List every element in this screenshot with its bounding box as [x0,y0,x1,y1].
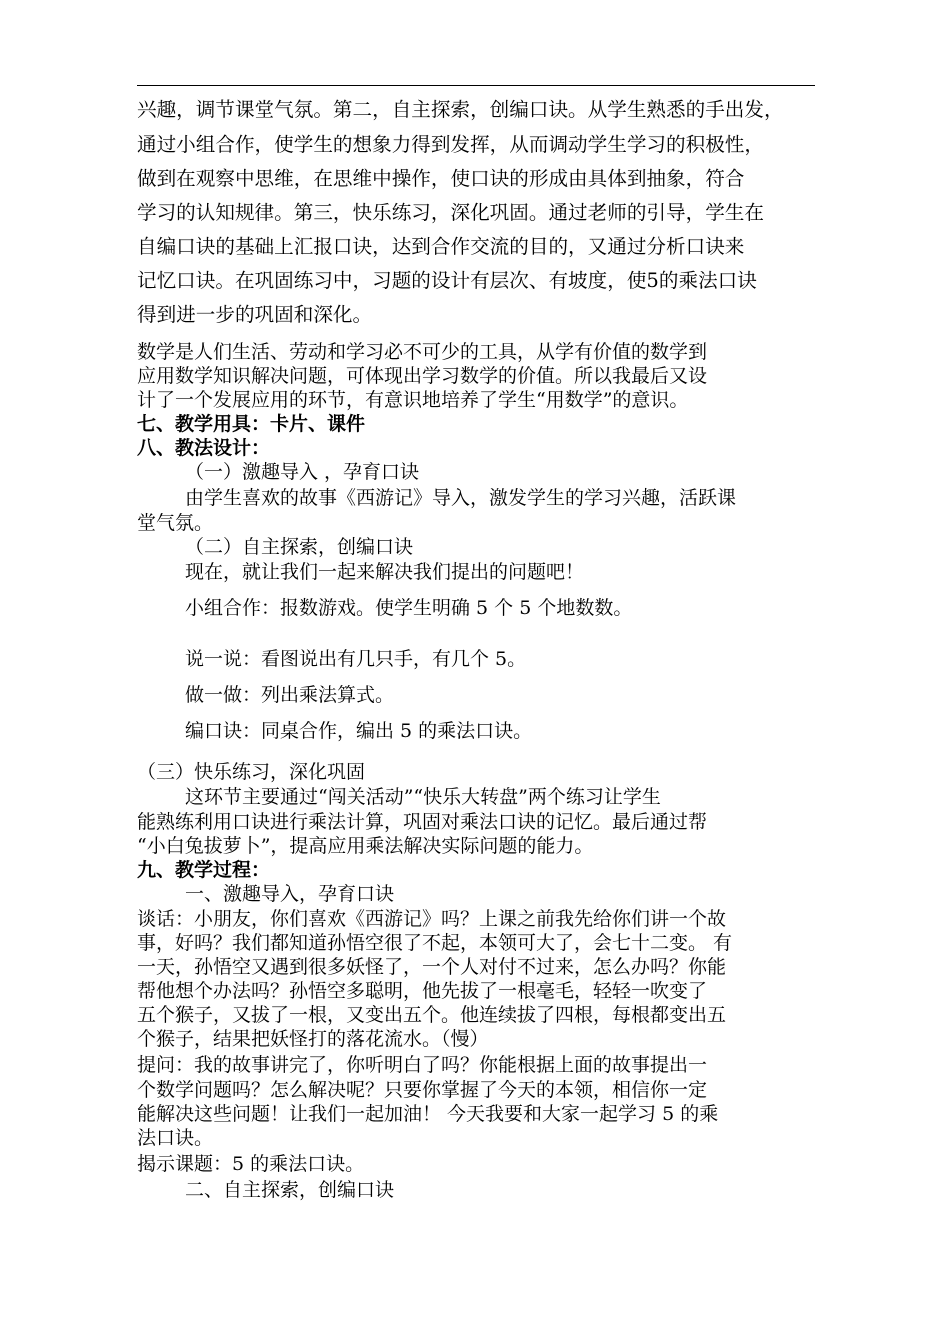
text-line: 帮他想个办法吗？孙悟空多聪明，他先拔了一根毫毛，轻轻一吹变了 [137,980,708,1002]
subheading-3: （三）快乐练习，深化巩固 [137,761,366,783]
section-heading-8: 八、教法设计： [137,437,271,459]
text-line: 现在，就让我们一起来解决我们提出的问题吧！ [185,561,585,583]
reveal-line: 揭示课题：5 的乘法口诀。 [137,1153,365,1175]
text-line: 学习的认知规律。第三，快乐练习，深化巩固。通过老师的引导，学生在 [137,201,764,224]
text-line: 做一做：列出乘法算式。 [185,684,395,706]
text-line: “小白兔拔萝卜”，提高应用乘法解决实际问题的能力。 [137,835,594,857]
text-line: 编口诀：同桌合作，编出 5 的乘法口诀。 [185,720,533,742]
subheading-process-2: 二、自主探索，创编口诀 [185,1179,395,1201]
header-rule [137,85,815,86]
text-line: 法口诀。 [137,1127,214,1149]
text-line: 兴趣，调节课堂气氛。第二，自主探索，创编口诀。从学生熟悉的手出发， [137,98,784,121]
text-line: 个猴子，结果把妖怪打的落花流水。（慢） [137,1028,489,1050]
text-line: 自编口诀的基础上汇报口诀，达到合作交流的目的，又通过分析口诀来 [137,235,745,258]
text-line: 个数学问题吗？怎么解决呢？只要你掌握了今天的本领，相信你一定 [137,1079,708,1101]
text-line: 五个猴子，又拔了一根，又变出五个。他连续拔了四根，每根都变出五 [137,1004,727,1026]
subheading-2: （二）自主探索，创编口诀 [185,536,414,558]
text-line: 这环节主要通过“闯关活动”“快乐大转盘”两个练习让学生 [185,786,661,808]
text-line: 提问：我的故事讲完了，你听明白了吗？你能根据上面的故事提出一 [137,1054,708,1076]
text-line: 一天，孙悟空又遇到很多妖怪了，一个人对付不过来，怎么办吗？你能 [137,956,727,978]
subheading-1: （一）激趣导入 ，孕育口诀 [185,461,420,483]
text-line: 应用数学知识解决问题，可体现出学习数学的价值。所以我最后又设 [137,365,708,387]
text-line: 做到在观察中思维，在思维中操作，使口诀的形成由具体到抽象，符合 [137,167,745,190]
text-line: 小组合作：报数游戏。使学生明确 5 个 5 个地数数。 [185,597,633,619]
text-line: 由学生喜欢的故事《西游记》导入，激发学生的学习兴趣，活跃课 [185,487,737,509]
text-line: 堂气氛。 [137,512,214,534]
subheading-process-1: 一、激趣导入，孕育口诀 [185,883,395,905]
text-line: 能熟练利用口诀进行乘法计算，巩固对乘法口诀的记忆。最后通过帮 [137,811,708,833]
text-line: 得到进一步的巩固和深化。 [137,303,373,326]
text-line: 能解决这些问题！让我们一起加油！ 今天我要和大家一起学习 5 的乘 [137,1103,719,1125]
text-line: 计了一个发展应用的环节，有意识地培养了学生“用数学”的意识。 [137,389,689,411]
text-line: 谈话：小朋友，你们喜欢《西游记》吗？上课之前我先给你们讲一个故 [137,908,727,930]
text-line: 说一说：看图说出有几只手，有几个 5。 [185,648,527,670]
section-heading-7: 七、教学用具：卡片、课件 [137,413,366,435]
text-line: 事，好吗？我们都知道孙悟空很了不起，本领可大了，会七十二变。 有 [137,932,733,954]
section-heading-9: 九、教学过程： [137,859,271,881]
text-line: 记忆口诀。在巩固练习中，习题的设计有层次、有坡度，使5的乘法口诀 [137,269,757,292]
text-line: 数学是人们生活、劳动和学习必不可少的工具，从学有价值的数学到 [137,341,708,363]
text-line: 通过小组合作，使学生的想象力得到发挥，从而调动学生学习的积极性， [137,133,764,156]
